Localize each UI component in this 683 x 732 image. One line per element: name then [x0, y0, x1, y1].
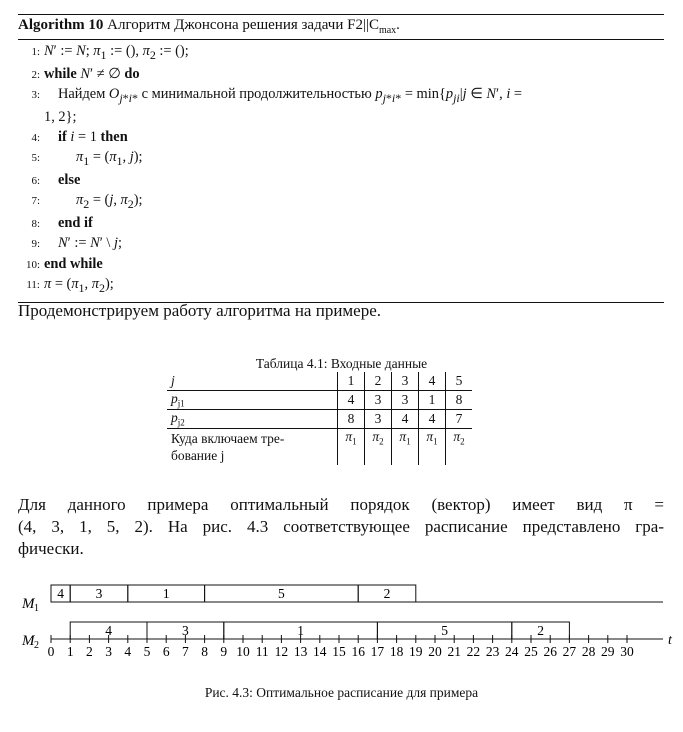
table-cell: 8 [338, 410, 365, 429]
table-cell: 1 [419, 391, 446, 410]
input-data-table [167, 372, 472, 465]
algorithm-line-text: if i = 1 then [58, 128, 128, 145]
table-cell: 4 [392, 410, 419, 429]
machine-1-job-label: 4 [57, 586, 64, 601]
machine-2-job-label: 5 [441, 623, 448, 638]
algorithm-line [18, 108, 664, 127]
axis-tick-label: 3 [105, 644, 112, 659]
algorithm-line [18, 128, 664, 148]
machine-1-job-label: 3 [95, 586, 103, 601]
axis-tick-label: 27 [562, 644, 577, 659]
algorithm-line [18, 275, 664, 298]
axis-tick-label: 9 [220, 644, 228, 659]
table-row-label: Куда включаем тре- бование j [167, 429, 338, 466]
intro-paragraph: Продемонстрируем работу алгоритма на примере. [18, 301, 382, 320]
axis-label: t [668, 633, 672, 648]
table-col-header: 5 [446, 372, 473, 391]
algorithm-label: Algorithm 10 [18, 17, 104, 33]
axis-tick-label: 12 [274, 644, 289, 659]
algorithm-line-text: $\pi_2 = (j$, $\pi_2$); [76, 192, 143, 211]
table-cell: 3 [365, 410, 392, 429]
axis-tick-label: 2 [86, 644, 93, 659]
algorithm-title-sub: max [378, 25, 397, 36]
algorithm-line-number: 2: [31, 69, 40, 82]
table-row-label: $p_{j1}$ [167, 391, 338, 410]
algorithm-line [18, 191, 664, 214]
axis-tick-label: 25 [524, 644, 538, 659]
algorithm-line-number: 6: [31, 174, 40, 187]
axis-tick-label: 10 [236, 644, 250, 659]
algorithm-title [18, 15, 664, 39]
algorithm-line-text: $\pi_1 = (\pi_1$, j); [76, 148, 143, 168]
axis-tick-label: 1 [66, 644, 74, 659]
machine-1-job-label: 2 [383, 586, 391, 601]
table-cell: $\pi_1$ [419, 429, 446, 466]
algorithm-line [18, 171, 664, 191]
axis-tick-label: 18 [389, 644, 404, 659]
algorithm-line [18, 65, 664, 85]
axis-tick-label: 4 [124, 644, 132, 659]
axis-tick-label: 0 [47, 644, 55, 659]
machine-2-label: M [22, 633, 35, 649]
algorithm-line-number: 5: [31, 151, 40, 164]
algorithm-line [18, 214, 664, 234]
algorithm-line-number: 8: [31, 218, 40, 231]
axis-tick-label: 28 [581, 644, 596, 659]
machine-2-job-label: 3 [182, 623, 189, 638]
axis-tick-label: 8 [201, 644, 208, 659]
algorithm-lines [18, 40, 664, 302]
axis-tick-label: 13 [293, 644, 308, 659]
table-cell: $\pi_1$ [338, 429, 365, 466]
algorithm-line [18, 148, 664, 171]
axis-tick-label: 7 [182, 644, 189, 659]
algorithm-line-text: $\pi = (\pi_1$, $\pi_2$); [44, 275, 114, 295]
result-paragraph [18, 494, 664, 560]
axis-tick-label: 11 [255, 644, 269, 659]
table-row-assign [167, 429, 472, 466]
table-cell: 4 [338, 391, 365, 410]
axis-tick-label: 19 [409, 644, 423, 659]
axis-tick-label: 21 [447, 644, 461, 659]
axis-tick-label: 17 [370, 644, 385, 659]
algorithm-line-number [18, 108, 44, 127]
table-cell: $\pi_2$ [453, 429, 465, 447]
algorithm-line-number: 4: [31, 131, 40, 144]
machine-2-job-label: 1 [297, 623, 304, 638]
table-row-pj1 [167, 391, 472, 410]
algorithm-line-text: 1, 2}; [44, 109, 77, 126]
machine-1-job-label: 1 [162, 586, 170, 601]
algorithm-line-number: 7: [31, 195, 40, 208]
table-cell: 4 [419, 410, 446, 429]
algorithm-title-end: . [396, 17, 400, 33]
table-header-label: j [167, 372, 338, 391]
algorithm-line-text: while N′ ≠ ∅ do [44, 66, 140, 83]
table-row-pj2 [167, 410, 472, 429]
algorithm-line [18, 255, 664, 275]
table-caption: Таблица 4.1: Входные данные [255, 356, 428, 371]
gantt-chart [0, 578, 683, 678]
algorithm-line-number: 11: [26, 278, 40, 291]
algorithm-line-number: 10: [25, 258, 40, 271]
algorithm-line-text: end if [58, 215, 93, 232]
algorithm-line-number: 9: [31, 238, 40, 251]
axis-tick-label: 14 [313, 644, 327, 659]
table-col-header: 4 [419, 372, 446, 391]
machine-2-job-label: 4 [105, 623, 112, 638]
axis-tick-label: 6 [162, 644, 170, 659]
algorithm-line-text: N′ := N′ \ j; [58, 235, 123, 252]
table-cell: $\pi_1$ [392, 429, 419, 466]
table-cell: 7 [446, 410, 473, 429]
axis-tick-label: 16 [351, 644, 365, 659]
axis-tick-label: 5 [143, 644, 151, 659]
machine-1-sub: 1 [34, 603, 39, 614]
table-cell: $\pi_2$ [365, 429, 392, 466]
machine-1-job-label: 5 [278, 586, 285, 601]
table-header-row [167, 372, 472, 391]
machine-2-job-label: 2 [537, 623, 544, 638]
table-col-header: 1 [338, 372, 365, 391]
algorithm-box [18, 14, 664, 303]
algorithm-line [18, 234, 664, 254]
algorithm-line-number: 1: [31, 46, 40, 58]
algorithm-line-text: Найдем $O_{j*i*}$ с минимальной продолжительностью $p_{j*i*} = \min\{p_{ji}|j$ ∈ N′, i = [58, 86, 523, 106]
algorithm-line-text: end while [44, 255, 103, 272]
result-line-1: Для данного примера оптимальный порядок (вектор) имеет вид π = [18, 495, 664, 514]
algorithm-title-text: Алгоритм Джонсона решения задачи F2||C [107, 17, 379, 33]
machine-2-sub: 2 [34, 640, 39, 651]
result-line-2: (4, 3, 1, 5, 2). На рис. 4.3 соответствующее расписание представлено гра- [18, 517, 664, 536]
axis-tick-label: 23 [485, 644, 500, 659]
algorithm-line-text: else [58, 171, 81, 188]
axis-tick-label: 22 [466, 644, 481, 659]
figure-caption: Рис. 4.3: Оптимальное расписание для примера [204, 685, 479, 700]
algorithm-line [18, 42, 664, 65]
table-cell: 8 [446, 391, 473, 410]
machine-1-label: M [22, 596, 35, 612]
algorithm-line-number: 3: [31, 89, 40, 102]
table-row-label: $p_{j2}$ [167, 410, 338, 429]
axis-tick-label: 15 [332, 644, 346, 659]
result-line-3: фически. [18, 539, 84, 558]
table-cell: 3 [365, 391, 392, 410]
axis-tick-label: 29 [601, 644, 615, 659]
table-cell: 3 [392, 391, 419, 410]
axis-tick-label: 24 [505, 644, 519, 659]
table-col-header: 3 [392, 372, 419, 391]
axis-tick-label: 20 [428, 644, 442, 659]
algorithm-line-text: N′ := N; $\pi_1$ := (), $\pi_2$ := (); [44, 43, 189, 62]
table-col-header: 2 [365, 372, 392, 391]
axis-tick-label: 30 [620, 644, 634, 659]
axis-tick-label: 26 [543, 644, 557, 659]
algorithm-line [18, 85, 664, 108]
